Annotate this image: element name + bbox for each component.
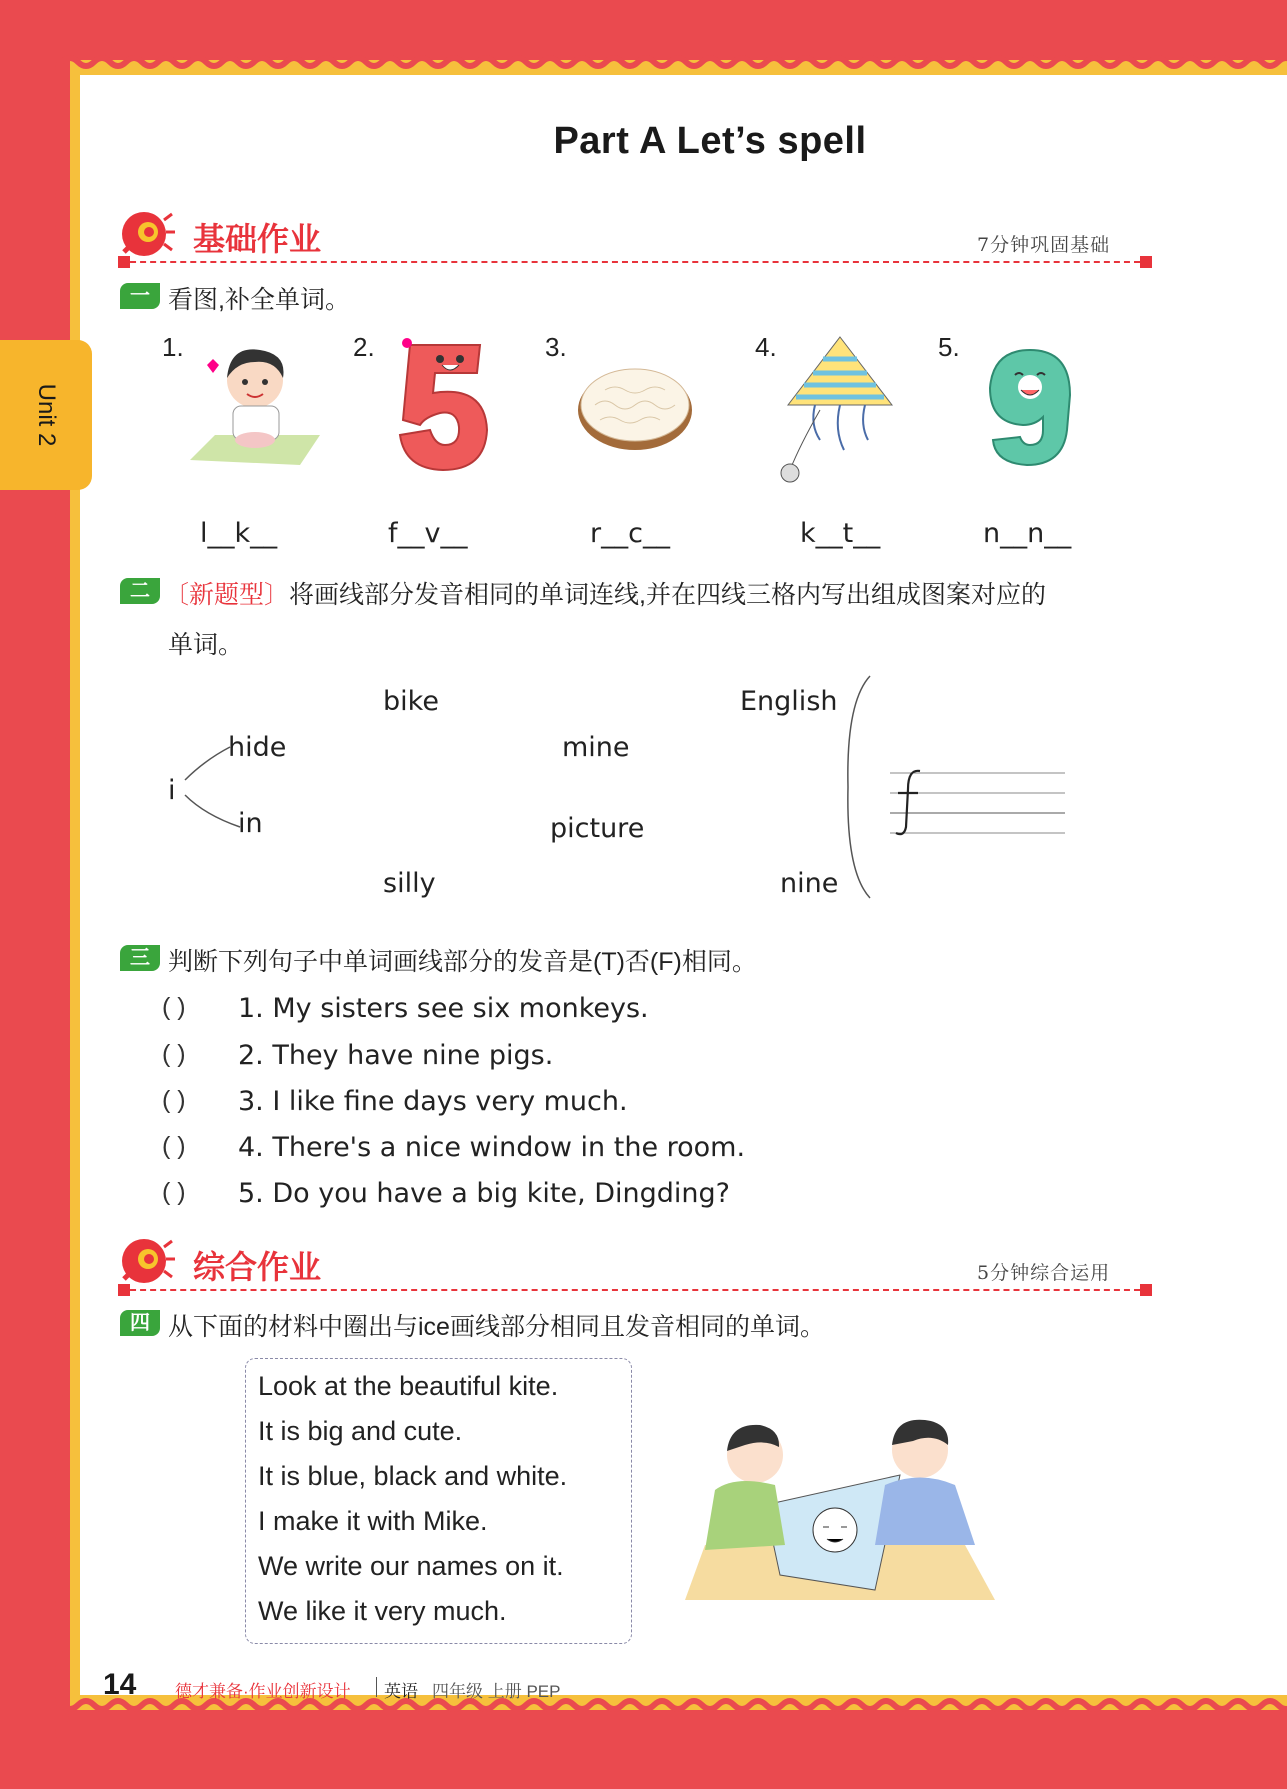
section-note-basic: 7分钟巩固基础	[977, 234, 1111, 256]
item-number: 4.	[755, 332, 777, 362]
answer-paren[interactable]: ( )	[162, 993, 186, 1021]
section-divider	[120, 1289, 1140, 1291]
section-title-comprehensive: 综合作业	[193, 1249, 322, 1285]
unit-tab-label: Unit 2	[33, 383, 60, 447]
match-word-english[interactable]: English	[740, 686, 838, 717]
answer-paren[interactable]: ( )	[162, 1086, 186, 1114]
divider-dot	[118, 256, 130, 268]
boy-eating-icon	[185, 340, 325, 470]
item-number: 1.	[162, 332, 184, 362]
question-2-line2: 单词。	[168, 631, 244, 659]
match-word-picture[interactable]: picture	[550, 813, 645, 844]
four-line-grid[interactable]	[890, 765, 1070, 840]
sentence: 2. They have nine pigs.	[238, 1040, 554, 1071]
item-number: 3.	[545, 332, 567, 362]
section-note-comprehensive: 5分钟综合运用	[977, 1262, 1111, 1284]
new-type-tag: 〔新题型〕	[164, 581, 290, 609]
passage-line[interactable]: It is blue, black and white.	[258, 1461, 568, 1491]
footer-divider	[376, 1677, 377, 1697]
sentence: 4. There's a nice window in the room.	[238, 1132, 746, 1163]
question-badge: 二	[120, 578, 160, 604]
rice-bowl-icon	[575, 365, 695, 455]
footer-subject: 英语	[384, 1682, 418, 1701]
section-divider	[120, 261, 1140, 263]
passage-line[interactable]: Look at the beautiful kite.	[258, 1371, 559, 1401]
fill-blank-word[interactable]: f__v__	[388, 518, 468, 549]
megaphone-icon	[118, 208, 176, 260]
divider-dot	[118, 1284, 130, 1296]
section-title-basic: 基础作业	[193, 221, 322, 257]
match-word-hide[interactable]: hide	[228, 732, 287, 763]
sentence: 1. My sisters see six monkeys.	[238, 993, 649, 1024]
question-2-text	[164, 575, 1046, 611]
footer-grade: 四年级 上册 PEP	[432, 1682, 561, 1701]
fill-blank-word[interactable]: k__t__	[800, 518, 881, 549]
match-word-silly[interactable]: silly	[383, 868, 436, 899]
item-number: 2.	[353, 332, 375, 362]
footer-brand: 德才兼备·作业创新设计	[175, 1682, 351, 1701]
passage-line[interactable]: We like it very much.	[258, 1596, 507, 1626]
question-badge: 三	[120, 945, 160, 971]
item-number: 5.	[938, 332, 960, 362]
number-nine-icon	[985, 345, 1075, 470]
question-4-text: 从下面的材料中圈出与ice画线部分相同且发音相同的单词。	[168, 1313, 825, 1341]
sentence: 3. I like fine days very much.	[238, 1086, 628, 1117]
number-five-icon	[395, 335, 495, 475]
bracket-icon	[838, 672, 878, 902]
divider-dot	[1140, 256, 1152, 268]
passage-line[interactable]: We write our names on it.	[258, 1551, 564, 1581]
question-2-line1: 将画线部分发音相同的单词连线,并在四线三格内写出组成图案对应的	[289, 581, 1046, 609]
question-1-text: 看图,补全单词。	[168, 286, 350, 314]
kids-making-kite-illustration	[675, 1415, 1005, 1605]
match-word-nine[interactable]: nine	[780, 868, 839, 899]
question-badge: 四	[120, 1310, 160, 1336]
sentence: 5. Do you have a big kite, Dingding?	[238, 1178, 731, 1209]
divider-dot	[1140, 1284, 1152, 1296]
center-letter: i	[168, 775, 176, 806]
megaphone-icon	[118, 1235, 176, 1287]
kite-icon	[780, 335, 900, 490]
passage-line[interactable]: It is big and cute.	[258, 1416, 463, 1446]
answer-paren[interactable]: ( )	[162, 1132, 186, 1160]
question-3-text: 判断下列句子中单词画线部分的发音是(T)否(F)相同。	[168, 948, 757, 976]
match-word-in[interactable]: in	[238, 808, 263, 839]
page-title: Part A Let’s spell	[553, 120, 867, 162]
fill-blank-word[interactable]: n__n__	[983, 518, 1072, 549]
match-word-mine[interactable]: mine	[562, 732, 630, 763]
match-word-bike[interactable]: bike	[383, 686, 439, 717]
fill-blank-word[interactable]: r__c__	[590, 518, 670, 549]
answer-paren[interactable]: ( )	[162, 1040, 186, 1068]
fill-blank-word[interactable]: l__k__	[200, 518, 278, 549]
unit-tab	[0, 340, 92, 490]
passage-line[interactable]: I make it with Mike.	[258, 1506, 488, 1536]
page-number: 14	[103, 1668, 137, 1701]
question-badge: 一	[120, 283, 160, 309]
reading-passage-box	[245, 1358, 632, 1644]
answer-paren[interactable]: ( )	[162, 1178, 186, 1206]
